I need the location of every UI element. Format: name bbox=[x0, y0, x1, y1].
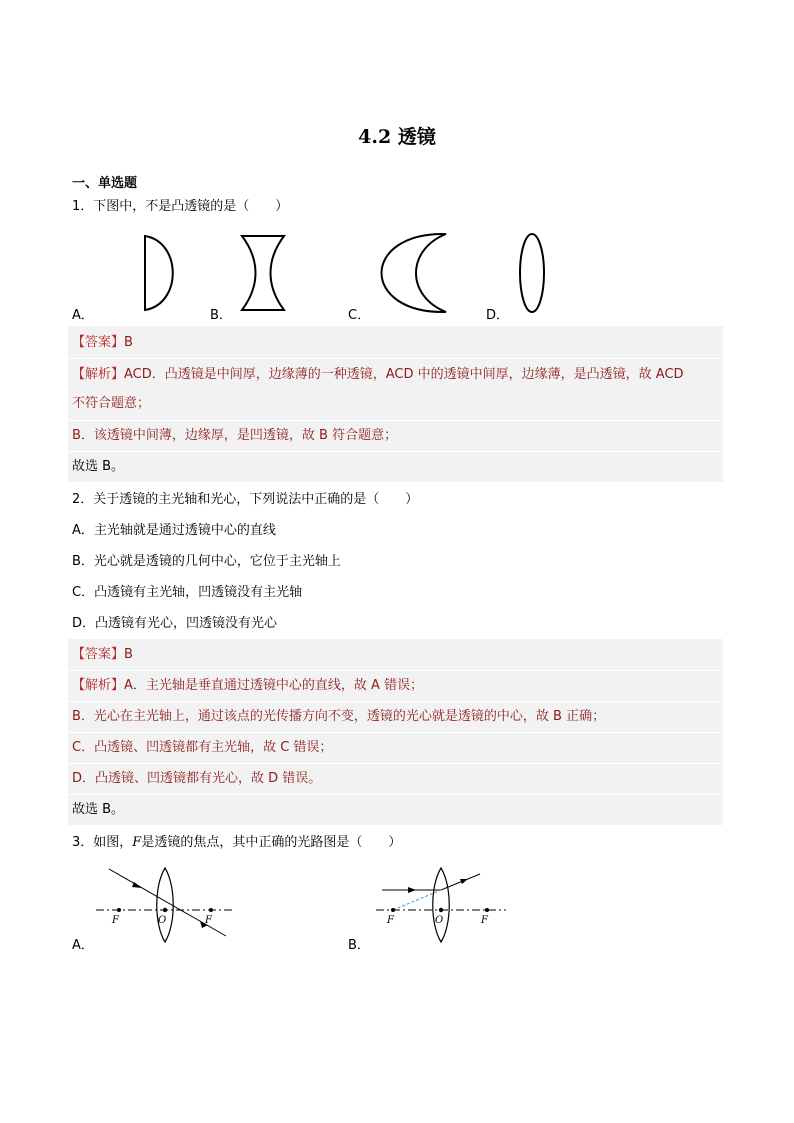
q1-option-c-label: C． bbox=[348, 308, 371, 323]
q2-option-a: A．主光轴就是通过透镜中心的直线 bbox=[72, 523, 276, 538]
q3-option-b-label: B． bbox=[348, 938, 370, 953]
q1-answer-box bbox=[68, 326, 723, 482]
q3a-focus-right-label: F bbox=[205, 915, 212, 926]
q3a-center-label: O bbox=[158, 915, 167, 926]
q3-option-a-diagram bbox=[92, 862, 242, 948]
q2-answer-box bbox=[68, 639, 723, 825]
q3-stem-prefix: 3．如图， bbox=[72, 835, 133, 850]
page-title: 4.2 透镜 bbox=[358, 126, 436, 148]
q1-option-a-label: A． bbox=[72, 308, 94, 323]
q2-answer: B bbox=[124, 647, 133, 662]
q1-analysis-line-2: B．该透镜中间薄，边缘厚，是凹透镜，故 B 符合题意； bbox=[72, 428, 398, 443]
q2-stem: 2．关于透镜的主光轴和光心，下列说法中正确的是（ ） bbox=[72, 492, 419, 507]
q2-analysis-line-2: B．光心在主光轴上，通过该点的光传播方向不变，透镜的光心就是透镜的中心，故 B 正确； bbox=[72, 709, 606, 724]
q1-option-b-lens bbox=[238, 232, 290, 314]
q1-option-a-lens bbox=[140, 232, 180, 314]
q1-answer-row bbox=[72, 334, 719, 352]
q3-option-a-label: A． bbox=[72, 938, 94, 953]
q3b-focus-right-label: F bbox=[481, 915, 488, 926]
q2-analysis-row bbox=[72, 677, 719, 695]
q2-option-d: D．凸透镜有光心，凹透镜没有光心 bbox=[72, 616, 278, 631]
q2-answer-row bbox=[72, 646, 719, 664]
q1-analysis-line-1-cont: 不符合题意； bbox=[72, 396, 151, 411]
q3-stem-variable: F bbox=[132, 835, 142, 850]
analysis-tag: 【解析】 bbox=[72, 678, 125, 693]
q1-answer: B bbox=[124, 335, 133, 350]
q2-analysis-line-4: D．凸透镜、凹透镜都有光心，故 D 错误。 bbox=[72, 771, 322, 786]
q1-analysis-line-1: ACD．凸透镜是中间厚，边缘薄的一种透镜，ACD 中的透镜中间厚，边缘薄，是凸透镜，故 ACD bbox=[124, 367, 684, 382]
q1-stem: 1．下图中，不是凸透镜的是（ ） bbox=[72, 199, 289, 214]
q2-analysis-line-1: A．主光轴是垂直通过透镜中心的直线，故 A 错误； bbox=[124, 678, 424, 693]
q2-conclusion: 故选 B。 bbox=[72, 802, 125, 817]
q3a-focus-left-label: F bbox=[112, 915, 119, 926]
q2-option-c: C．凸透镜有主光轴，凹透镜没有主光轴 bbox=[72, 585, 303, 600]
q1-option-d-label: D． bbox=[486, 308, 510, 323]
q1-conclusion: 故选 B。 bbox=[72, 459, 125, 474]
q2-analysis-line-3: C．凸透镜、凹透镜都有主光轴，故 C 错误； bbox=[72, 740, 333, 755]
analysis-tag: 【解析】 bbox=[72, 367, 125, 382]
q1-option-d-lens bbox=[516, 230, 548, 316]
q3-stem-suffix: 是透镜的焦点，其中正确的光路图是（ ） bbox=[141, 835, 402, 850]
answer-tag: 【答案】 bbox=[72, 647, 125, 662]
q1-analysis-row bbox=[72, 366, 719, 384]
q1-option-b-label: B． bbox=[210, 308, 232, 323]
q3-stem bbox=[72, 834, 401, 852]
answer-tag: 【答案】 bbox=[72, 335, 125, 350]
q3b-focus-left-label: F bbox=[387, 915, 394, 926]
q1-option-c-lens bbox=[372, 228, 450, 318]
q3-option-b-diagram bbox=[372, 862, 512, 948]
section-heading: 一、单选题 bbox=[72, 176, 138, 191]
q2-option-b: B．光心就是透镜的几何中心，它位于主光轴上 bbox=[72, 554, 341, 569]
q3b-center-label: O bbox=[435, 915, 444, 926]
